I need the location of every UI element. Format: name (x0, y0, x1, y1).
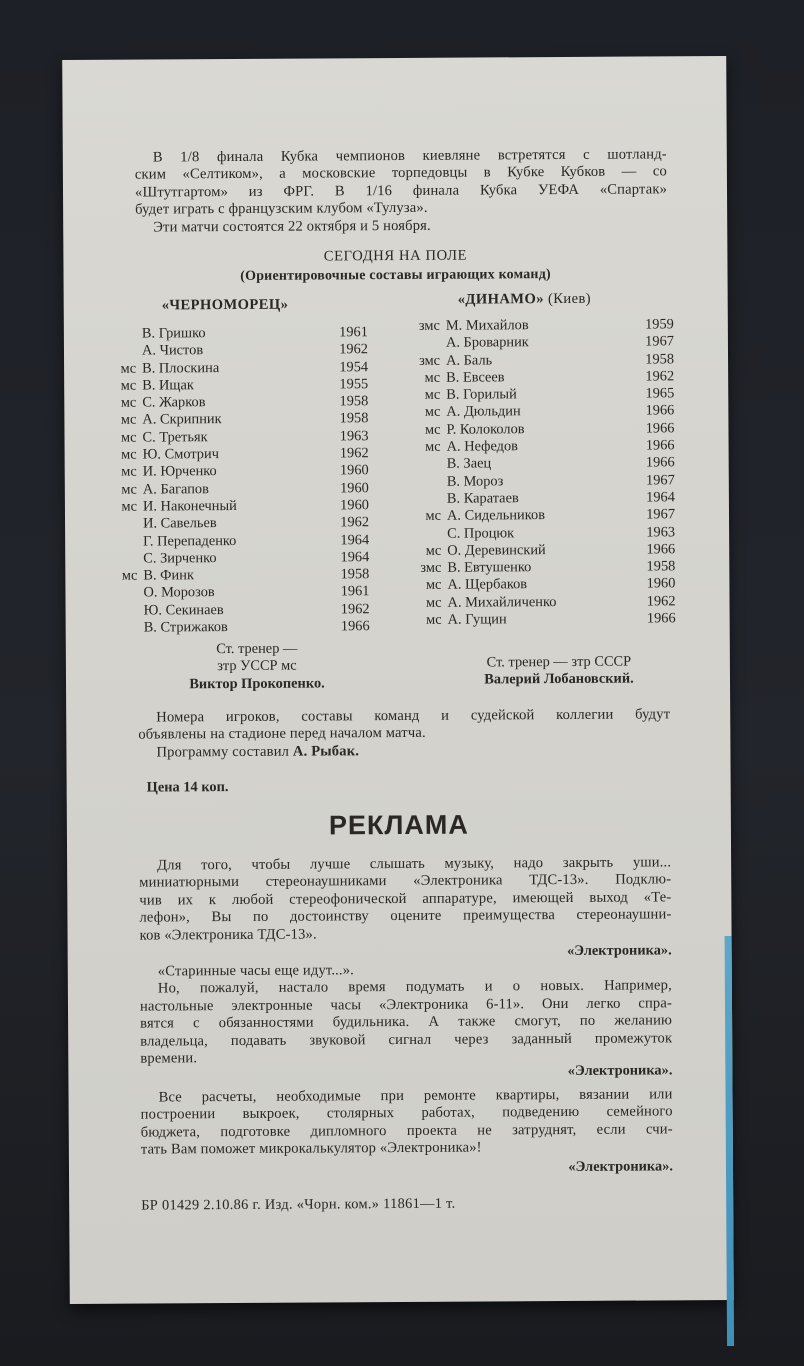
lineups-heading: СЕГОДНЯ НА ПОЛЕ (323, 247, 468, 265)
compiled-name: А. Рыбак. (292, 743, 360, 760)
player-row (403, 489, 675, 508)
player-name: В. Плоскина (142, 359, 220, 377)
player-name: А. Гущин (447, 611, 507, 628)
ad-block-clock (140, 960, 673, 1068)
player-title: мс (121, 481, 137, 498)
player-row (403, 455, 675, 474)
player-title: мс (120, 412, 137, 429)
player-name: В. Заец (446, 455, 492, 473)
ad-line: настольные электронные часы «Электроника 6-11». Они легко спра- (139, 995, 673, 1015)
player-row (402, 385, 674, 404)
player-birth-year: 1961 (340, 583, 370, 600)
player-title: мс (424, 369, 441, 386)
player-name: И. Савельев (142, 515, 217, 532)
away-team-title: «ДИНАМО» (457, 291, 544, 308)
away-coach-line: Ст. тренер — зтр СССР (486, 653, 632, 671)
player-title: мс (121, 567, 138, 584)
player-row (404, 610, 676, 629)
player-birth-year: 1966 (645, 402, 675, 419)
player-name: И. Наконечный (142, 497, 237, 515)
ad-line: Но, пожалуй, настало время подумать и о новых. Например, (157, 977, 672, 997)
player-birth-year: 1966 (645, 437, 675, 454)
player-birth-year: 1966 (340, 618, 370, 635)
player-row (98, 376, 368, 395)
player-name: А. Дюльдин (446, 403, 521, 421)
player-title: мс (425, 438, 441, 455)
ad-line: миниатюрными стереонаушниками «Электроника ТДС-13». Подклю- (139, 871, 672, 891)
player-name: А. Броварник (445, 334, 529, 351)
player-name: А. Скрипник (142, 411, 222, 429)
player-birth-year: 1966 (646, 541, 676, 558)
player-name: С. Жарков (142, 394, 206, 411)
player-row (99, 566, 369, 585)
player-title: мс (425, 542, 442, 559)
player-row (403, 437, 675, 456)
player-row (402, 316, 674, 335)
player-birth-year: 1960 (340, 497, 369, 514)
player-birth-year: 1954 (339, 358, 369, 375)
player-birth-year: 1958 (339, 393, 369, 410)
player-name: С. Третьяк (142, 428, 208, 446)
player-row (403, 524, 675, 543)
home-roster (98, 324, 370, 637)
ad-line: «Старинные часы еще идут...». (157, 962, 354, 980)
player-birth-year: 1967 (646, 506, 676, 523)
intro-line: будет играть с французским клубом «Тулуза». (135, 200, 428, 218)
player-title: мс (121, 446, 137, 463)
player-birth-year: 1958 (340, 566, 370, 583)
notes-line: Номера игроков, составы команд и судейской коллегии будут (156, 706, 671, 726)
ad-line: чив их к любой стереофонической аппаратуре, имеющей выход «Те- (139, 889, 672, 909)
intro-line: В 1/8 финала Кубка чемпионов киевляне встретятся с шотланд- (152, 146, 667, 166)
player-birth-year: 1966 (646, 610, 676, 627)
player-birth-year: 1962 (646, 593, 676, 610)
ad-line: Все расчеты, необходимые при ремонте квартиры, вязании или (158, 1086, 673, 1106)
player-row (402, 420, 674, 439)
player-title: мс (424, 421, 441, 438)
player-row (99, 584, 369, 603)
player-row (98, 411, 368, 430)
player-name: Ю. Смотрич (142, 446, 219, 463)
player-birth-year: 1958 (339, 410, 369, 427)
player-name: О. Морозов (143, 584, 215, 602)
lineups-subheading: (Ориентировочные составы играющих команд) (240, 267, 551, 284)
player-title: мс (424, 386, 441, 404)
ad-signature: «Электроника». (567, 942, 672, 959)
player-row (403, 593, 675, 612)
ad-line: владельца, подавать звуковой сигнал через заданный промежуток (140, 1029, 673, 1050)
player-name: А. Сидельников (446, 507, 546, 524)
player-title: мс (120, 394, 137, 411)
player-name: А. Нефедов (446, 438, 519, 455)
intro-paragraph (135, 146, 668, 236)
player-title: мс (120, 360, 137, 377)
player-row (402, 403, 674, 422)
player-row (98, 341, 368, 360)
player-birth-year: 1963 (339, 427, 369, 445)
player-birth-year: 1962 (339, 445, 369, 462)
ad-signature: «Электроника». (568, 1158, 674, 1175)
player-name: С. Зирченко (143, 549, 217, 567)
player-birth-year: 1963 (646, 523, 676, 541)
player-birth-year: 1962 (339, 341, 369, 358)
player-name: В. Ищак (142, 377, 194, 394)
player-row (402, 368, 674, 387)
player-name: И. Юрченко (142, 463, 217, 480)
home-coach-name: Виктор Прокопенко. (189, 675, 325, 692)
player-birth-year: 1966 (645, 420, 675, 437)
player-birth-year: 1960 (646, 575, 676, 592)
program-sheet (62, 56, 734, 1304)
player-title: мс (424, 404, 441, 421)
player-birth-year: 1967 (645, 333, 674, 350)
player-birth-year: 1962 (340, 514, 370, 531)
player-title: мс (425, 577, 442, 594)
player-name: А. Баль (445, 352, 493, 369)
player-name: В. Гришко (141, 325, 206, 342)
player-row (98, 324, 368, 343)
player-row (98, 428, 368, 447)
ad-line: тать Вам поможет микрокалькулятор «Электроника»! (140, 1139, 482, 1158)
player-row (100, 618, 370, 637)
player-name: В. Финк (143, 567, 194, 584)
ad-line: построении выкроек, столярных работах, подведению семейного (140, 1103, 673, 1123)
player-row (402, 334, 674, 353)
player-row (99, 514, 369, 533)
player-birth-year: 1964 (340, 549, 370, 566)
away-coach-name: Валерий Лобановский. (484, 670, 634, 688)
player-name: В. Каратаев (446, 490, 519, 507)
player-row (403, 558, 675, 577)
player-name: С. Процюк (447, 524, 515, 542)
player-title: змс (420, 559, 442, 577)
price: Цена 14 коп. (146, 779, 229, 796)
intro-line: ским «Селтиком», а московские торпедовцы в Кубке Кубков — со (134, 163, 667, 184)
ad-line: Для того, чтобы лучше слышать музыку, надо закрыть уши... (157, 854, 672, 874)
player-birth-year: 1964 (340, 531, 370, 548)
player-birth-year: 1962 (340, 600, 370, 618)
notes-line: объявлены на стадионе перед началом матча. (138, 725, 426, 743)
player-row (403, 507, 675, 526)
home-coach-line: зтр УССР мс (217, 657, 297, 675)
ads-title: РЕКЛАМА (328, 809, 469, 841)
player-birth-year: 1958 (645, 350, 675, 368)
player-title: мс (121, 463, 137, 481)
player-birth-year: 1967 (645, 471, 675, 489)
player-row (402, 351, 674, 370)
player-birth-year: 1964 (646, 489, 675, 506)
player-name: А. Михайличенко (447, 593, 557, 611)
player-birth-year: 1958 (646, 558, 676, 575)
player-birth-year: 1960 (339, 462, 369, 479)
player-row (98, 359, 368, 378)
player-birth-year: 1955 (339, 376, 369, 393)
home-coach-line: Ст. тренер — (216, 640, 298, 658)
notes-paragraph (138, 706, 670, 761)
ad-block-headphones (139, 854, 672, 944)
player-name: В. Стрижаков (143, 619, 228, 636)
ad-block-calculator (140, 1086, 672, 1159)
intro-line: «Штутгартом» из ФРГ. В 1/16 финала Кубка УЕФА «Спартак» (134, 181, 668, 201)
away-team-city: (Киев) (547, 290, 592, 308)
player-name: А. Чистов (141, 342, 204, 359)
player-birth-year: 1959 (645, 316, 674, 333)
player-row (98, 393, 368, 412)
player-title: змс (419, 352, 441, 369)
player-title: мс (120, 377, 137, 394)
player-row (99, 532, 369, 551)
player-name: В. Горилый (446, 386, 517, 403)
player-title: мс (425, 508, 442, 525)
away-roster (402, 316, 676, 629)
player-title: мс (426, 611, 442, 628)
player-name: Г. Перепаденко (143, 532, 237, 550)
player-birth-year: 1962 (645, 368, 675, 385)
player-row (99, 463, 369, 482)
ad-line: лефон», Вы по достоинству оцените преимущества стереонаушни- (139, 906, 672, 926)
ad-line: времени. (140, 1050, 198, 1067)
player-row (100, 601, 370, 620)
player-name: М. Михайлов (445, 317, 529, 334)
player-row (99, 549, 369, 568)
player-birth-year: 1961 (339, 324, 368, 341)
player-birth-year: 1966 (645, 454, 675, 471)
player-row (403, 541, 675, 560)
player-name: А. Багапов (142, 480, 209, 498)
player-name: В. Евсеев (446, 369, 505, 386)
player-title: мс (120, 429, 137, 446)
player-name: В. Мороз (446, 473, 504, 490)
player-name: А. Щербаков (447, 576, 528, 594)
player-row (403, 472, 675, 491)
home-coach (172, 640, 342, 693)
ad-line: ков «Электроника ТДС-13». (139, 926, 317, 944)
player-title: мс (121, 498, 137, 515)
player-row (99, 480, 369, 499)
player-birth-year: 1960 (339, 479, 369, 497)
player-name: О. Деревинский (447, 541, 546, 559)
print-imprint: БР 01429 2.10.86 г. Изд. «Чорн. ком.» 11861—1 т. (141, 1195, 456, 1214)
away-team-name (458, 291, 591, 309)
player-name: Р. Колоколов (446, 421, 525, 438)
player-name: Ю. Секинаев (143, 601, 224, 619)
sheet-content (62, 56, 734, 1304)
player-row (99, 497, 369, 516)
intro-line: Эти матчи состоятся 22 октября и 5 ноября. (153, 217, 431, 236)
player-row (99, 445, 369, 464)
ad-line: бюджета, подготовке дипломного проекта не затруднят, если счи- (140, 1121, 673, 1141)
player-birth-year: 1965 (645, 385, 675, 402)
ad-signature: «Электроника». (567, 1062, 673, 1079)
home-team-name: «ЧЕРНОМОРЕЦ» (161, 296, 289, 314)
player-row (403, 576, 675, 595)
ad-line: вятся с обязанностями будильника. А также смогут, по желанию (140, 1012, 673, 1032)
player-title: змс (418, 317, 440, 334)
away-coach (444, 653, 674, 689)
player-name: В. Евтушенко (447, 559, 532, 576)
compiled-prefix: Программу составил (156, 743, 290, 761)
compiled-by (138, 741, 670, 762)
player-title: мс (425, 594, 442, 611)
